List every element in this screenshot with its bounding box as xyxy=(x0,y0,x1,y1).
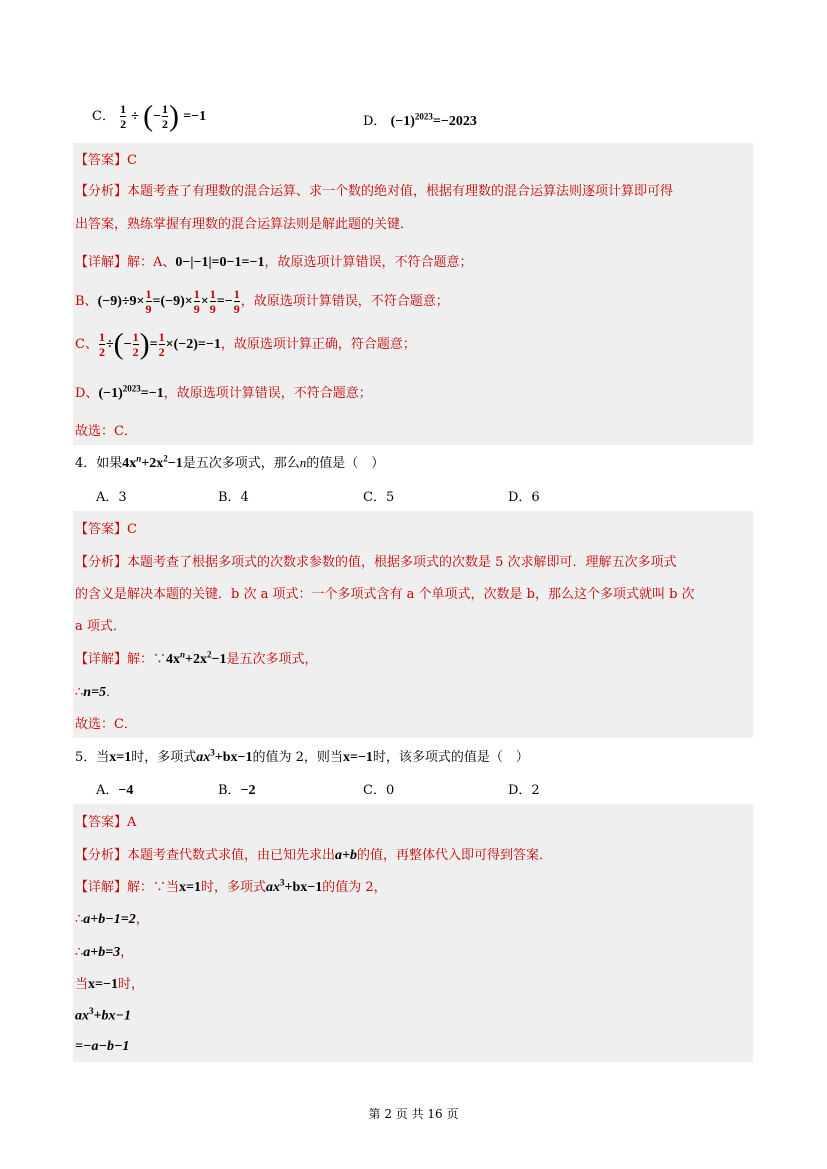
q5-analysis: 【分析】本题考查代数式求值，由已知先求出a+b的值，再整体代入即可得到答案． xyxy=(75,848,553,863)
q3-option-c: C． $\frac{1}{2}$ ÷ (− $\frac{1}{2}$ ) =−1 xyxy=(92,99,207,133)
q4-answer-block xyxy=(73,511,753,738)
q4-detail: 【详解】解：$\because 4x^n+2x^2-1$是五次多项式， xyxy=(75,649,318,667)
q5-step-4: $ax^3+bx-1$ xyxy=(75,1006,131,1024)
q3-detail-b: B、(−9)÷9× $\frac{1}{9}$ =(−9)× $\frac{1}{9}$ × $\frac{1}{9}$ =− $\frac{1}{9}$ ，故原选项计算错误，不符合题意； xyxy=(75,287,449,316)
q5-detail: 【详解】解：∵当x=1时，多项式$ax^3+bx-1$的值为 2， xyxy=(75,877,387,895)
q4-option-c: C．5 xyxy=(363,490,395,505)
q4-choose: 故选：C． xyxy=(75,717,137,732)
q5-option-d: D．2 xyxy=(508,783,540,798)
q5-step-1: ∴a+b−1=2， xyxy=(75,912,149,927)
q3-option-d: D． $(-1)^{2023}=-2023$ xyxy=(363,111,477,129)
q3-detail-a: 【详解】解：A、0−|−1|=0−1=−1，故原选项计算错误，不符合题意； xyxy=(75,255,473,270)
q4-option-a: A．3 xyxy=(96,490,127,505)
q5-option-a: A．−4 xyxy=(96,783,134,798)
q5-step-3: 当x=−1时， xyxy=(75,977,144,992)
q5-stem: 5．当x=1时，多项式$ax^3+bx-1$的值为 2，则当x=−1时，该多项式的值是（ ） xyxy=(75,747,529,765)
q5-step-2: ∴a+b=3， xyxy=(75,945,134,960)
q5-option-b: B．−2 xyxy=(218,783,256,798)
q4-analysis-line-2: 的含义是解决本题的关键．b 次 a 项式：一个多项式含有 a 个单项式，次数是 b，那么这个多项式就叫 b 次 xyxy=(75,587,695,602)
q3-analysis-line-2: 出答案，熟练掌握有理数的混合运算法则是解此题的关键． xyxy=(75,217,414,232)
q5-answer: 【答案】A xyxy=(75,815,137,830)
q3-choose: 故选：C． xyxy=(75,424,137,439)
page-footer: 第 2 页 共 16 页 xyxy=(368,1107,459,1121)
q3-detail-c: C、 $\frac{1}{2}$ ÷(− $\frac{1}{2}$ )= $\frac{1}{2}$ ×(−2)=−1，故原选项计算正确，符合题意； xyxy=(75,327,416,361)
q3-answer: 【答案】C xyxy=(75,153,137,168)
q4-analysis-line-3: a 项式． xyxy=(75,619,126,634)
fraction: $\frac{1}{2}$ xyxy=(120,102,127,131)
q3-detail-d: D、$(-1)^{2023}=-1$，故原选项计算错误，不符合题意； xyxy=(75,383,372,401)
q4-analysis-line-1: 【分析】本题考查了根据多项式的次数求参数的值，根据多项式的次数是 5 次求解即可．理解五次多项式 xyxy=(75,555,677,570)
q5-answer-block xyxy=(73,804,753,1062)
q4-stem: 4．如果$4x^n+2x^2-1$是五次多项式，那么n的值是（ ） xyxy=(75,453,385,471)
q4-option-d: D．6 xyxy=(508,490,540,505)
q4-answer: 【答案】C xyxy=(75,522,137,537)
q4-result: ∴n=5． xyxy=(75,685,120,700)
q5-option-c: C．0 xyxy=(363,783,395,798)
q3-analysis-line-1: 【分析】本题考查了有理数的混合运算、求一个数的绝对值，根据有理数的混合运算法则逐项计算即可得 xyxy=(75,184,674,199)
q5-step-5: =−a−b−1 xyxy=(75,1039,130,1054)
q4-option-b: B．4 xyxy=(218,490,249,505)
